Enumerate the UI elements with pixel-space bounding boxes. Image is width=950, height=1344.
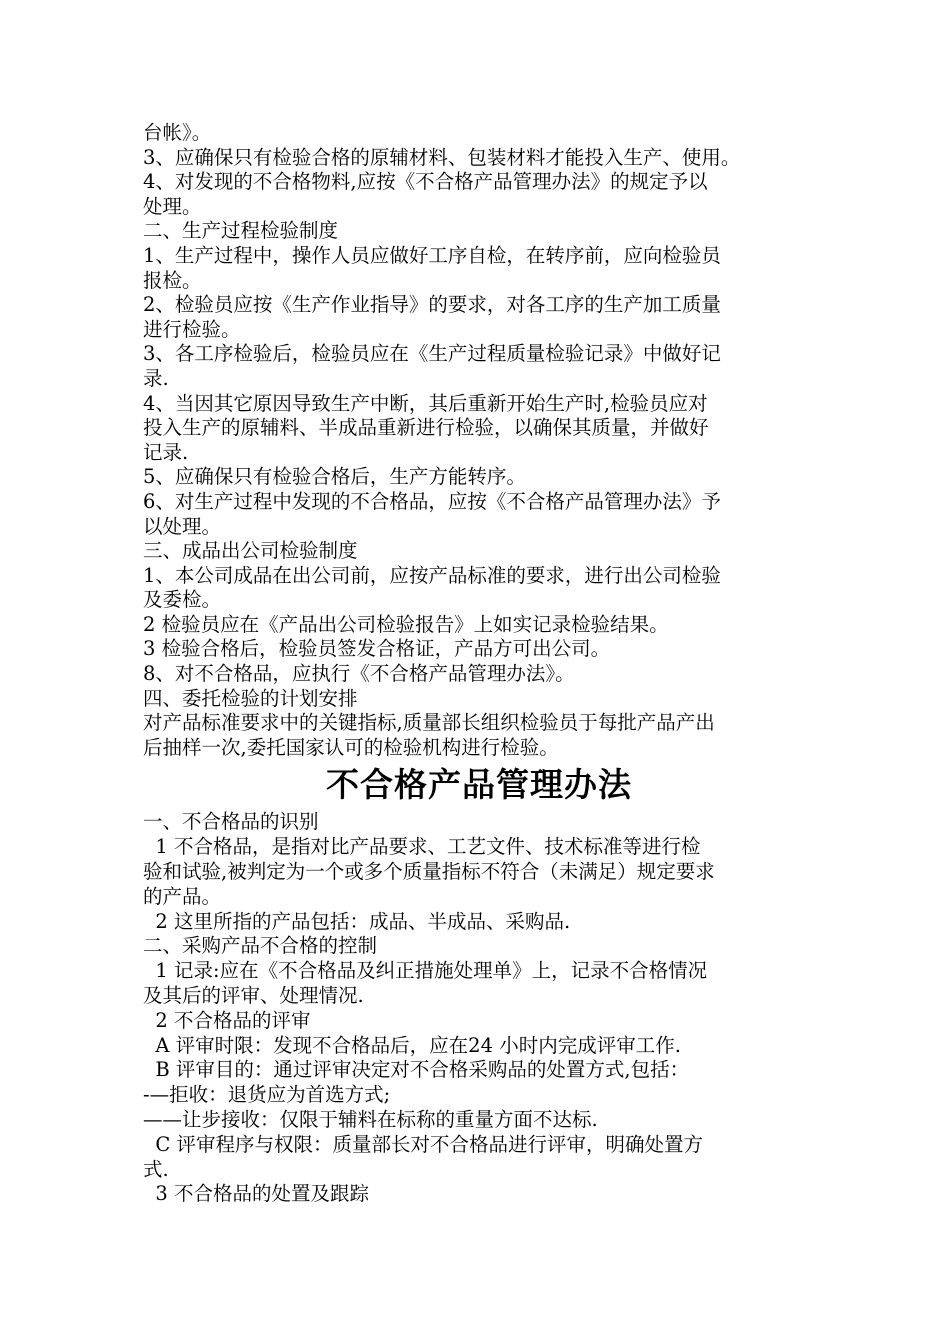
text-line: 4、对发现的不合格物料,应按《不合格产品管理办法》的规定予以: [143, 170, 708, 194]
text-line: C 评审程序与权限：质量部长对不合格品进行评审，明确处置方: [143, 1132, 704, 1156]
text-line: -—拒收：退货应为首选方式;: [143, 1083, 391, 1107]
text-line: 式.: [143, 1157, 169, 1181]
section-heading: 四、委托检验的计划安排: [143, 686, 358, 710]
text-line: 及其后的评审、处理情况.: [143, 984, 364, 1008]
text-line: 3、各工序检验后，检验员应在《生产过程质量检验记录》中做好记: [143, 342, 721, 366]
text-line: 1、本公司成品在出公司前，应按产品标准的要求，进行出公司检验: [143, 563, 721, 587]
section-heading: 二、生产过程检验制度: [143, 219, 339, 243]
text-line: 3 不合格品的处置及跟踪: [143, 1182, 370, 1206]
text-line: 2 检验员应在《产品出公司检验报告》上如实记录检验结果。: [143, 612, 669, 636]
section-heading: 二、采购产品不合格的控制: [143, 934, 378, 958]
nonconforming-product-section: [143, 810, 815, 1207]
text-line: 6、对生产过程中发现的不合格品，应按《不合格产品管理办法》予: [143, 489, 721, 513]
text-line: 1 记录:应在《不合格品及纠正措施处理单》上，记录不合格情况: [143, 959, 708, 983]
text-line: A 评审时限：发现不合格品后，应在24 小时内完成评审工作.: [143, 1033, 681, 1057]
text-line: B 评审目的：通过评审决定对不合格采购品的处置方式,包括：: [143, 1058, 690, 1082]
text-line: 及委检。: [143, 588, 222, 612]
text-line: 对产品标准要求中的关键指标,质量部长组织检验员于每批产品产出: [143, 711, 715, 735]
text-line: 2、检验员应按《生产作业指导》的要求，对各工序的生产加工质量: [143, 293, 721, 317]
text-line: 投入生产的原辅料、半成品重新进行检验，以确保其质量，并做好: [143, 416, 709, 440]
text-line: 台帐》。: [143, 121, 212, 144]
section-heading: 一、不合格品的识别: [143, 810, 319, 834]
text-line: 记录.: [143, 440, 189, 464]
text-line: 2 这里所指的产品包括：成品、半成品、采购品.: [143, 909, 571, 933]
text-line: 4、当因其它原因导致生产中断，其后重新开始生产时,检验员应对: [143, 391, 708, 415]
text-line: 以处理。: [143, 514, 222, 538]
text-line: 3 检验合格后，检验员签发合格证，产品方可出公司。: [143, 637, 611, 661]
text-line: 3、应确保只有检验合格的原辅材料、包装材料才能投入生产、使用。: [143, 145, 741, 169]
text-line: 1、生产过程中，操作人员应做好工序自检，在转序前，应向检验员: [143, 243, 721, 267]
text-line: 后抽样一次,委托国家认可的检验机构进行检验。: [143, 735, 559, 759]
inspection-rules-section: [143, 121, 815, 760]
document-title: 不合格产品管理办法: [326, 765, 632, 805]
text-line: 2 不合格品的评审: [143, 1008, 311, 1032]
text-line: 8、对不合格品，应执行《不合格产品管理办法》。: [143, 662, 575, 686]
text-line: 报检。: [143, 268, 202, 292]
document-body: [143, 121, 815, 1207]
text-line: 5、应确保只有检验合格后，生产方能转序。: [143, 465, 526, 489]
text-line: 的产品。: [143, 884, 222, 908]
text-line: 处理。: [143, 194, 202, 218]
text-line: ——让步接收：仅限于辅料在标称的重量方面不达标.: [143, 1108, 598, 1131]
section-heading: 三、成品出公司检验制度: [143, 539, 358, 563]
text-line: 1 不合格品，是指对比产品要求、工艺文件、技术标准等进行检: [143, 835, 701, 859]
text-line: 验和试验,被判定为一个或多个质量指标不符合（未满足）规定要求: [143, 860, 715, 884]
text-line: 进行检验。: [143, 317, 241, 341]
text-line: 录.: [143, 366, 169, 390]
